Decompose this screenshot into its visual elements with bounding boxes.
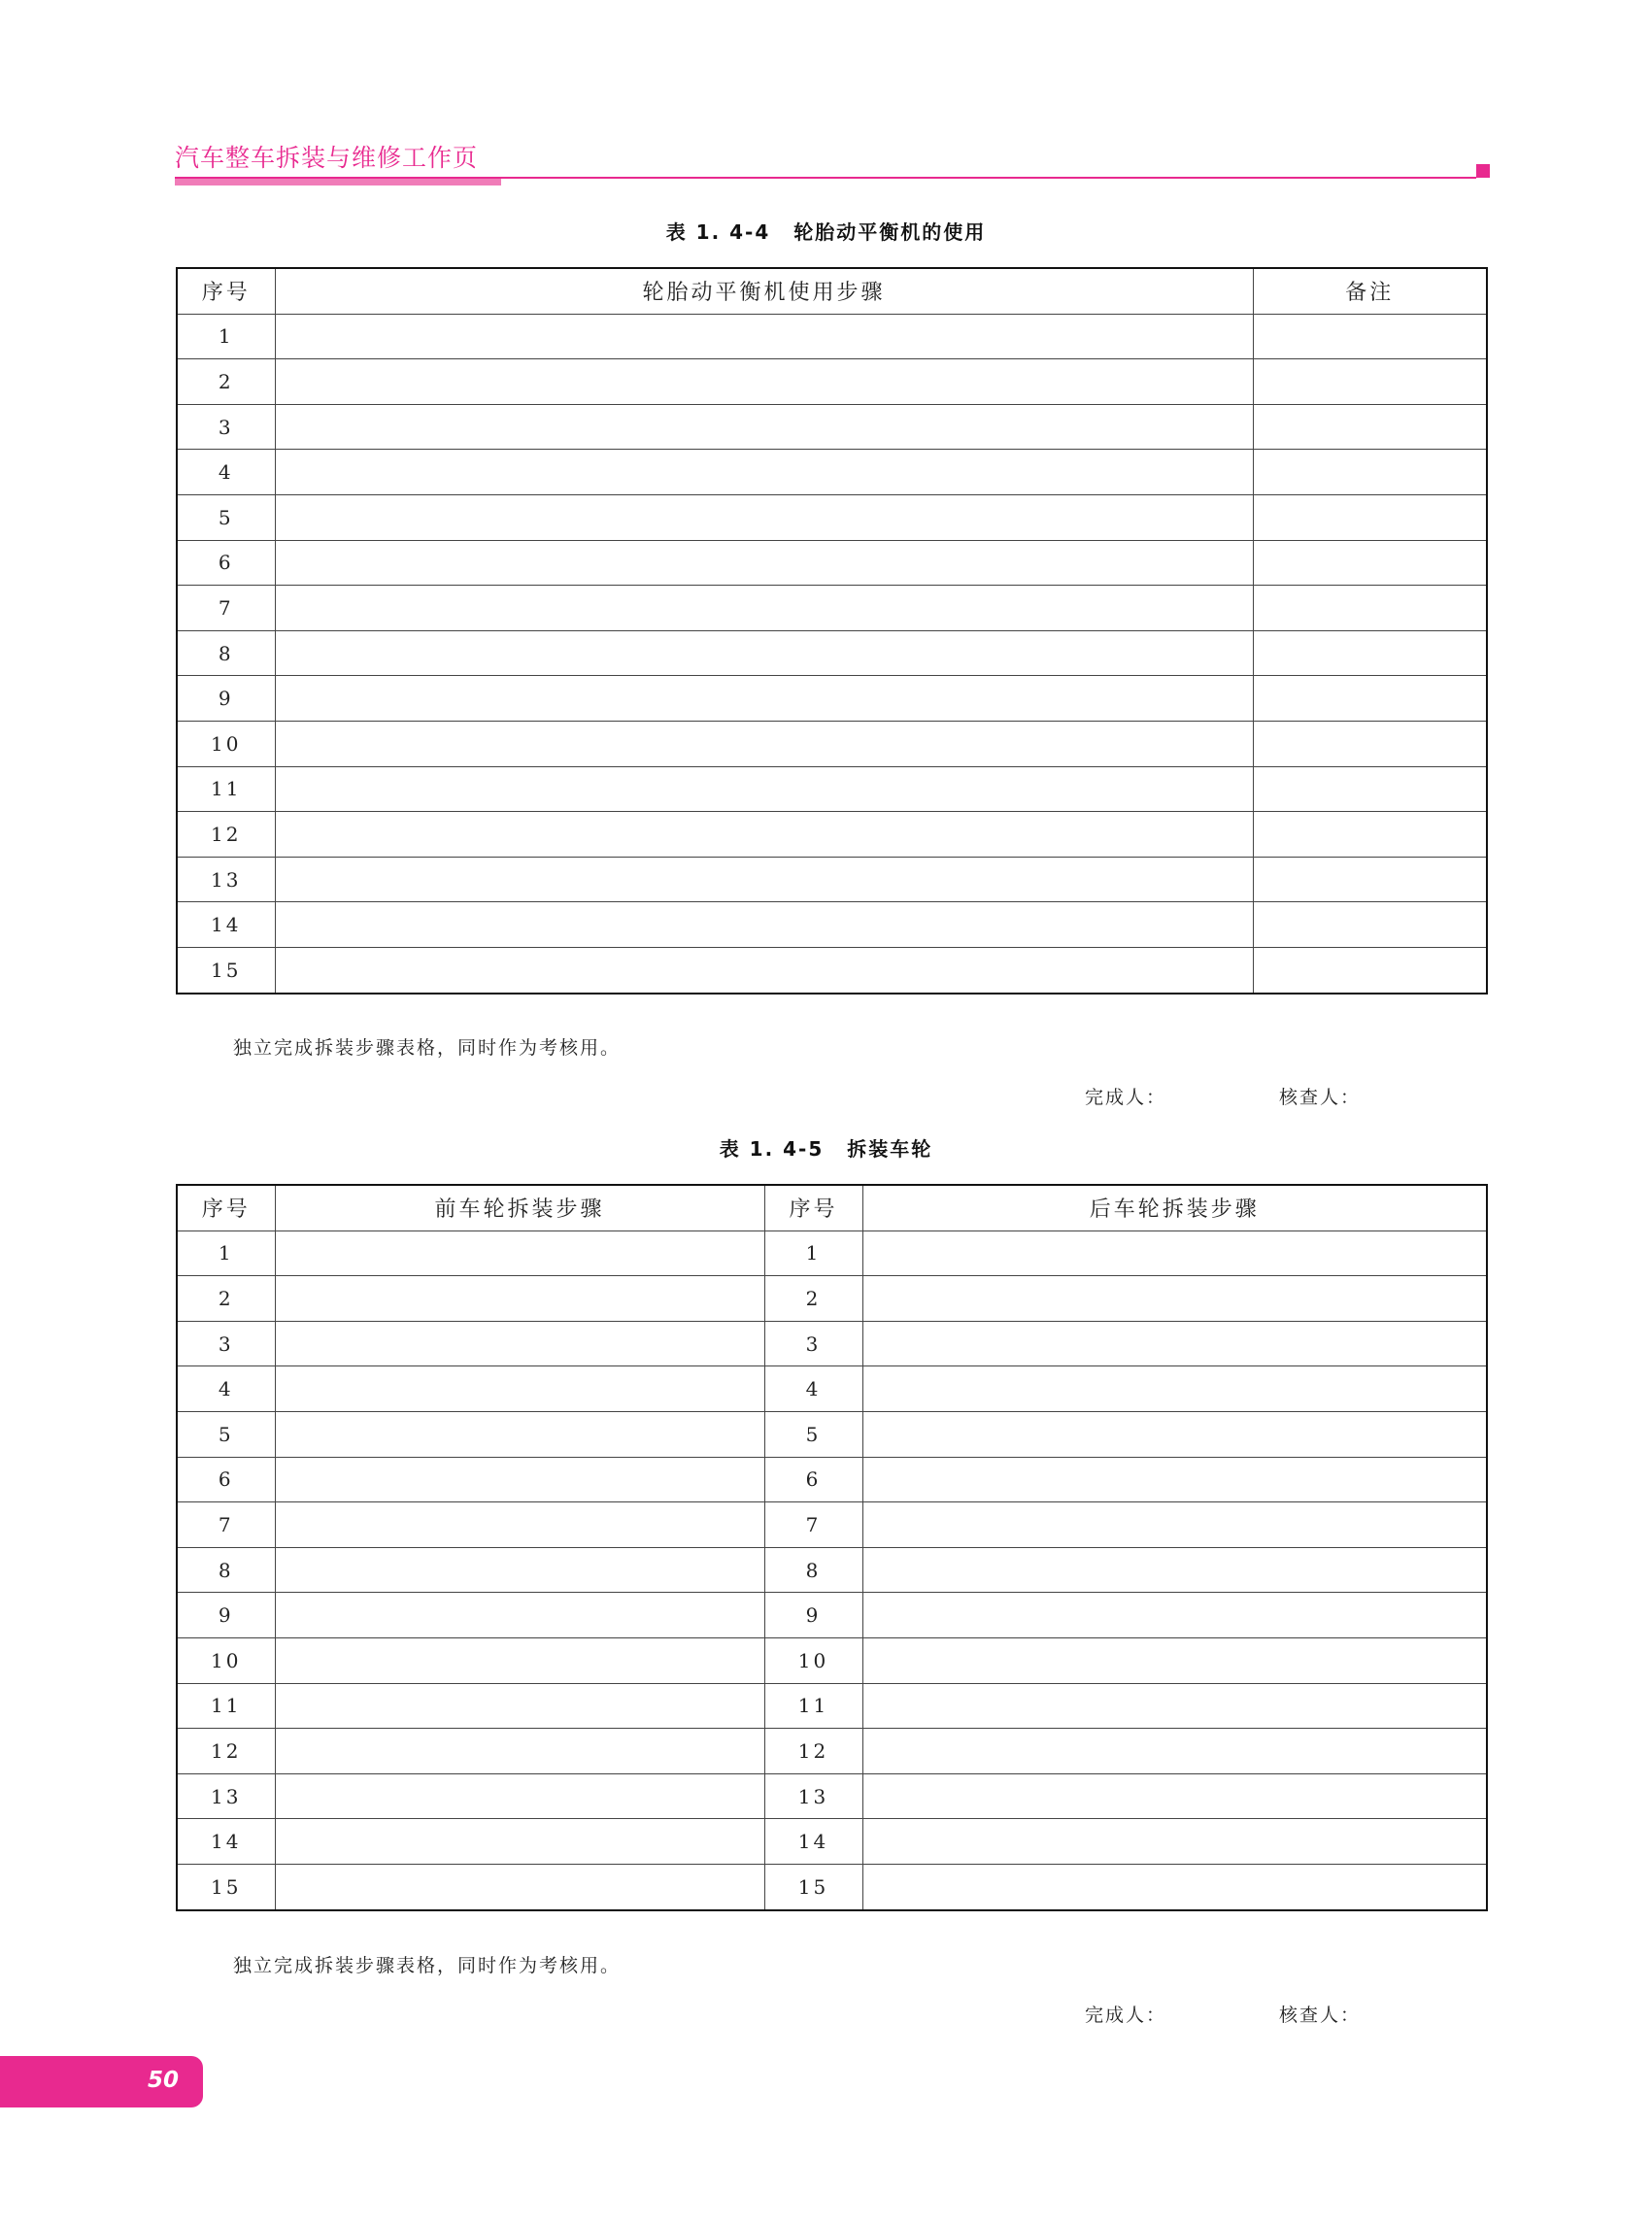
rear-row-index: 14: [764, 1819, 862, 1865]
front-row-index: 12: [177, 1729, 275, 1774]
front-step-cell: [275, 1819, 764, 1865]
table-row: [177, 947, 1487, 993]
table2-body: [177, 1230, 1487, 1909]
table-row: [177, 812, 1487, 858]
row-index: 6: [177, 540, 275, 586]
step-cell: [275, 450, 1253, 495]
remark-cell: [1253, 359, 1487, 405]
header-accent-bar: [175, 179, 501, 185]
rear-row-index: 4: [764, 1366, 862, 1412]
front-row-index: 10: [177, 1637, 275, 1683]
step-cell: [275, 494, 1253, 540]
remark-cell: [1253, 630, 1487, 676]
remark-cell: [1253, 450, 1487, 495]
table-row: [177, 1276, 1487, 1322]
row-index: 15: [177, 947, 275, 993]
wheel-disassembly-table: [176, 1184, 1488, 1911]
page-number-tab: [0, 2056, 203, 2107]
step-cell: [275, 404, 1253, 450]
front-step-cell: [275, 1411, 764, 1457]
front-row-index: 11: [177, 1683, 275, 1729]
step-cell: [275, 540, 1253, 586]
table-row: [177, 540, 1487, 586]
step-cell: [275, 947, 1253, 993]
remark-cell: [1253, 902, 1487, 948]
table-row: [177, 902, 1487, 948]
front-row-index: 7: [177, 1502, 275, 1548]
rear-step-cell: [862, 1864, 1487, 1909]
front-step-cell: [275, 1683, 764, 1729]
table-row: [177, 450, 1487, 495]
front-step-cell: [275, 1321, 764, 1366]
rear-step-cell: [862, 1683, 1487, 1729]
row-index: 8: [177, 630, 275, 676]
table-row: [177, 676, 1487, 722]
rear-step-cell: [862, 1230, 1487, 1276]
table-row: [177, 1457, 1487, 1502]
table1-body: [177, 314, 1487, 993]
remark-cell: [1253, 404, 1487, 450]
table2-completer-label: 完成人：: [1085, 2005, 1167, 2026]
front-row-index: 14: [177, 1819, 275, 1865]
remark-cell: [1253, 314, 1487, 359]
table-row: [177, 1864, 1487, 1909]
table-row: [177, 1819, 1487, 1865]
rear-row-index: 11: [764, 1683, 862, 1729]
front-step-cell: [275, 1230, 764, 1276]
table-row: [177, 630, 1487, 676]
step-cell: [275, 676, 1253, 722]
table1-note: 独立完成拆装步骤表格，同时作为考核用。: [233, 1037, 622, 1059]
front-row-index: 15: [177, 1864, 275, 1909]
front-step-cell: [275, 1502, 764, 1548]
step-cell: [275, 359, 1253, 405]
remark-cell: [1253, 586, 1487, 631]
step-cell: [275, 812, 1253, 858]
table-row: [177, 314, 1487, 359]
rear-row-index: 12: [764, 1729, 862, 1774]
front-row-index: 4: [177, 1366, 275, 1412]
table2-header-row: [177, 1185, 1487, 1230]
front-row-index: 1: [177, 1230, 275, 1276]
table1-header-row: [177, 268, 1487, 314]
row-index: 9: [177, 676, 275, 722]
remark-cell: [1253, 676, 1487, 722]
table-row: [177, 1593, 1487, 1638]
front-step-cell: [275, 1773, 764, 1819]
rear-step-cell: [862, 1729, 1487, 1774]
table-row: [177, 586, 1487, 631]
table1-caption-number: 表 1. 4-4: [665, 220, 771, 244]
rear-row-index: 2: [764, 1276, 862, 1322]
table2-caption-title: 拆装车轮: [847, 1137, 933, 1161]
remark-cell: [1253, 494, 1487, 540]
table-row: [177, 721, 1487, 766]
row-index: 1: [177, 314, 275, 359]
front-step-cell: [275, 1457, 764, 1502]
table2-caption: [0, 1133, 1652, 1162]
table-row: [177, 1773, 1487, 1819]
remark-cell: [1253, 540, 1487, 586]
table-row: [177, 857, 1487, 902]
front-step-cell: [275, 1864, 764, 1909]
rear-step-cell: [862, 1637, 1487, 1683]
table-row: [177, 1547, 1487, 1593]
rear-row-index: 10: [764, 1637, 862, 1683]
table-row: [177, 1366, 1487, 1412]
step-cell: [275, 857, 1253, 902]
front-step-cell: [275, 1366, 764, 1412]
rear-row-index: 3: [764, 1321, 862, 1366]
table2-header-front-steps: 前车轮拆装步骤: [275, 1185, 764, 1230]
rear-step-cell: [862, 1366, 1487, 1412]
row-index: 5: [177, 494, 275, 540]
table-row: [177, 1230, 1487, 1276]
table1-caption: [0, 217, 1652, 245]
table2-header-rear-steps: 后车轮拆装步骤: [862, 1185, 1487, 1230]
rear-row-index: 9: [764, 1593, 862, 1638]
front-row-index: 5: [177, 1411, 275, 1457]
row-index: 14: [177, 902, 275, 948]
table1-caption-title: 轮胎动平衡机的使用: [793, 220, 987, 244]
row-index: 7: [177, 586, 275, 631]
rear-step-cell: [862, 1502, 1487, 1548]
remark-cell: [1253, 812, 1487, 858]
step-cell: [275, 902, 1253, 948]
front-row-index: 6: [177, 1457, 275, 1502]
table1-header-steps: 轮胎动平衡机使用步骤: [275, 268, 1253, 314]
table2-header-index-front: 序号: [177, 1185, 275, 1230]
table2-caption-number: 表 1. 4-5: [719, 1137, 825, 1161]
row-index: 2: [177, 359, 275, 405]
row-index: 10: [177, 721, 275, 766]
rear-step-cell: [862, 1457, 1487, 1502]
table-row: [177, 1502, 1487, 1548]
remark-cell: [1253, 857, 1487, 902]
rear-step-cell: [862, 1276, 1487, 1322]
front-step-cell: [275, 1729, 764, 1774]
running-header-title: 汽车整车拆装与维修工作页: [175, 144, 479, 172]
step-cell: [275, 766, 1253, 812]
rear-row-index: 5: [764, 1411, 862, 1457]
front-step-cell: [275, 1593, 764, 1638]
rear-step-cell: [862, 1547, 1487, 1593]
row-index: 12: [177, 812, 275, 858]
table-row: [177, 1729, 1487, 1774]
rear-row-index: 13: [764, 1773, 862, 1819]
rear-row-index: 8: [764, 1547, 862, 1593]
row-index: 4: [177, 450, 275, 495]
row-index: 11: [177, 766, 275, 812]
front-step-cell: [275, 1276, 764, 1322]
row-index: 3: [177, 404, 275, 450]
front-step-cell: [275, 1637, 764, 1683]
step-cell: [275, 630, 1253, 676]
table2-note: 独立完成拆装步骤表格，同时作为考核用。: [233, 1955, 622, 1976]
table-row: [177, 494, 1487, 540]
rear-row-index: 15: [764, 1864, 862, 1909]
step-cell: [275, 721, 1253, 766]
rear-step-cell: [862, 1819, 1487, 1865]
table-row: [177, 359, 1487, 405]
rear-row-index: 6: [764, 1457, 862, 1502]
table2-header-index-rear: 序号: [764, 1185, 862, 1230]
balancer-steps-table: [176, 267, 1488, 995]
table-row: [177, 404, 1487, 450]
remark-cell: [1253, 721, 1487, 766]
step-cell: [275, 314, 1253, 359]
front-row-index: 2: [177, 1276, 275, 1322]
remark-cell: [1253, 766, 1487, 812]
front-step-cell: [275, 1547, 764, 1593]
table2-checker-label: 核查人：: [1279, 2005, 1362, 2026]
step-cell: [275, 586, 1253, 631]
table-row: [177, 1637, 1487, 1683]
rear-row-index: 1: [764, 1230, 862, 1276]
table1-completer-label: 完成人：: [1085, 1087, 1167, 1108]
table1-checker-label: 核查人：: [1279, 1087, 1362, 1108]
table-row: [177, 1411, 1487, 1457]
table-row: [177, 766, 1487, 812]
table-row: [177, 1683, 1487, 1729]
table1-header-index: 序号: [177, 268, 275, 314]
rear-row-index: 7: [764, 1502, 862, 1548]
front-row-index: 9: [177, 1593, 275, 1638]
rear-step-cell: [862, 1593, 1487, 1638]
front-row-index: 8: [177, 1547, 275, 1593]
row-index: 13: [177, 857, 275, 902]
remark-cell: [1253, 947, 1487, 993]
header-square-marker: [1476, 164, 1490, 178]
rear-step-cell: [862, 1773, 1487, 1819]
front-row-index: 3: [177, 1321, 275, 1366]
page-number: 50: [147, 2068, 179, 2093]
rear-step-cell: [862, 1411, 1487, 1457]
rear-step-cell: [862, 1321, 1487, 1366]
front-row-index: 13: [177, 1773, 275, 1819]
table1-header-remarks: 备注: [1253, 268, 1487, 314]
table-row: [177, 1321, 1487, 1366]
